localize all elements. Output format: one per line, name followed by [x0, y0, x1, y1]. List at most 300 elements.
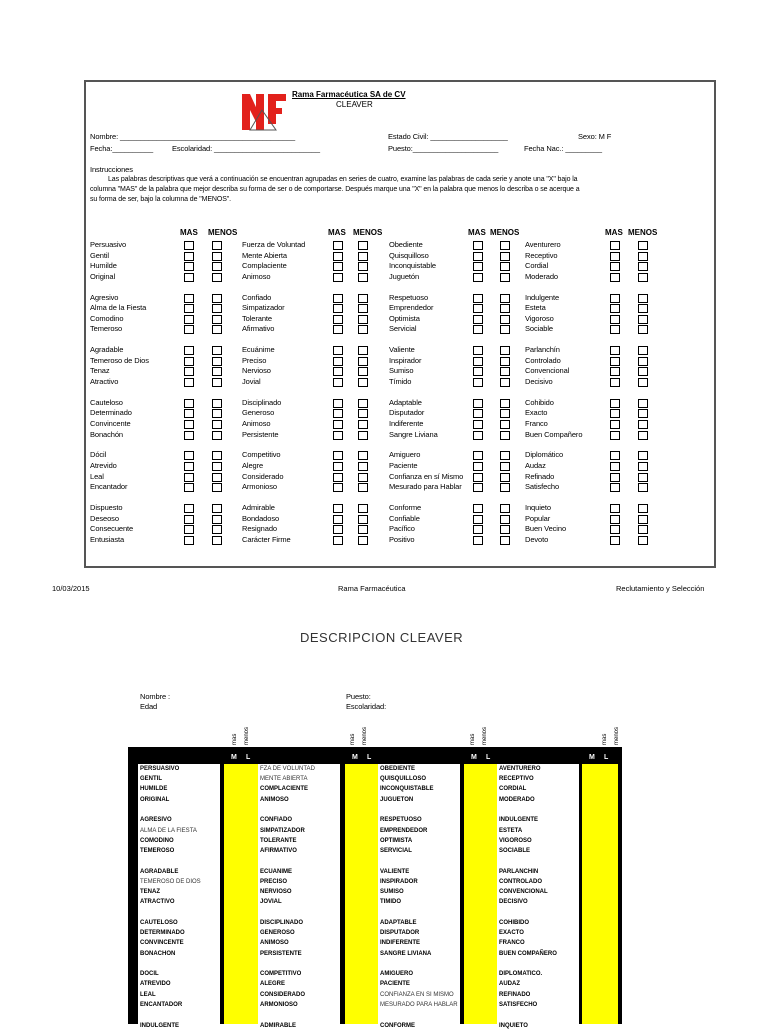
description-word: TIMIDO	[380, 899, 401, 906]
mas-checkbox[interactable]	[473, 273, 483, 282]
word-label: Carácter Firme	[242, 534, 291, 544]
menos-checkbox[interactable]	[638, 378, 648, 387]
description-word: SOCIABLE	[499, 847, 531, 854]
menos-checkbox[interactable]	[638, 536, 648, 545]
mas-checkbox[interactable]	[184, 357, 194, 366]
answer-column[interactable]	[345, 764, 381, 1024]
word-label: Indiferente	[389, 419, 424, 428]
menos-checkbox[interactable]	[212, 346, 222, 355]
mas-checkbox[interactable]	[184, 536, 194, 545]
menos-checkbox[interactable]	[212, 367, 222, 376]
description-word: SANGRE LIVIANA	[380, 950, 432, 957]
menos-checkbox[interactable]	[500, 399, 510, 408]
word-label: Adaptable	[389, 397, 422, 407]
company-logo	[242, 92, 286, 132]
mas-column-label: mas	[232, 733, 238, 745]
menos-checkbox[interactable]	[358, 504, 368, 513]
mas-checkbox[interactable]	[610, 409, 620, 418]
description-word: RESPETUOSO	[380, 817, 422, 824]
instructions-line-3: su forma de ser, bajo la columna de "MENOS".	[90, 196, 232, 203]
word-label: Obediente	[389, 240, 423, 249]
menos-checkbox[interactable]	[358, 241, 368, 250]
menos-checkbox[interactable]	[212, 399, 222, 408]
description-word: AMIGUERO	[380, 971, 413, 978]
menos-checkbox[interactable]	[212, 504, 222, 513]
menos-checkbox[interactable]	[358, 252, 368, 261]
description-word: ADMIRABLE	[260, 1022, 296, 1029]
menos-checkbox[interactable]	[212, 294, 222, 303]
mas-checkbox[interactable]	[473, 357, 483, 366]
mas-checkbox[interactable]	[473, 420, 483, 429]
mas-checkbox[interactable]	[473, 325, 483, 334]
description-word: CONTROLADO	[499, 878, 542, 885]
mas-checkbox[interactable]	[184, 346, 194, 355]
mas-checkbox[interactable]	[610, 273, 620, 282]
mas-checkbox[interactable]	[333, 399, 343, 408]
menos-checkbox[interactable]	[212, 241, 222, 250]
mas-checkbox[interactable]	[610, 536, 620, 545]
mas-checkbox[interactable]	[333, 420, 343, 429]
mas-checkbox[interactable]	[184, 325, 194, 334]
mas-checkbox[interactable]	[333, 325, 343, 334]
description-word: ARMONIOSO	[260, 1001, 298, 1008]
menos-checkbox[interactable]	[638, 325, 648, 334]
mas-checkbox[interactable]	[184, 304, 194, 313]
mas-checkbox[interactable]	[610, 304, 620, 313]
menos-checkbox[interactable]	[500, 367, 510, 376]
menos-checkbox[interactable]	[358, 420, 368, 429]
mas-checkbox[interactable]	[473, 399, 483, 408]
mas-checkbox[interactable]	[473, 504, 483, 513]
mas-checkbox[interactable]	[333, 483, 343, 492]
description-word: FZA DE VOLUNTAD	[260, 766, 315, 772]
menos-header: MENOS	[353, 228, 383, 237]
description-word: TOLERANTE	[260, 837, 297, 844]
description-word: EMPRENDEDOR	[380, 827, 428, 834]
menos-checkbox[interactable]	[500, 325, 510, 334]
menos-checkbox[interactable]	[358, 346, 368, 355]
mas-checkbox[interactable]	[184, 315, 194, 324]
mas-checkbox[interactable]	[610, 357, 620, 366]
word-label: Armonioso	[242, 482, 277, 492]
menos-checkbox[interactable]	[358, 367, 368, 376]
mas-checkbox[interactable]	[473, 536, 483, 545]
menos-checkbox[interactable]	[358, 536, 368, 545]
estado-civil-field[interactable]: Estado Civil: ___________________	[388, 132, 508, 141]
menos-checkbox[interactable]	[358, 399, 368, 408]
mas-checkbox[interactable]	[184, 420, 194, 429]
mas-checkbox[interactable]	[473, 315, 483, 324]
menos-checkbox[interactable]	[500, 504, 510, 513]
mas-checkbox[interactable]	[610, 241, 620, 250]
mas-checkbox[interactable]	[473, 451, 483, 460]
mas-checkbox[interactable]	[333, 357, 343, 366]
menos-checkbox[interactable]	[358, 462, 368, 471]
mas-checkbox[interactable]	[333, 346, 343, 355]
mas-checkbox[interactable]	[184, 409, 194, 418]
description-word: CONVINCENTE	[140, 940, 184, 947]
menos-checkbox[interactable]	[638, 420, 648, 429]
menos-checkbox[interactable]	[358, 262, 368, 271]
mas-checkbox[interactable]	[333, 451, 343, 460]
word-label: Confiable	[389, 513, 420, 523]
description-word: HUMILDE	[140, 786, 168, 793]
mas-checkbox[interactable]	[473, 367, 483, 376]
mas-checkbox[interactable]	[184, 241, 194, 250]
mas-checkbox[interactable]	[610, 525, 620, 534]
mas-checkbox[interactable]	[610, 399, 620, 408]
description-word: PARLANCHIN	[499, 868, 539, 875]
menos-checkbox[interactable]	[638, 431, 648, 440]
mas-checkbox[interactable]	[610, 451, 620, 460]
menos-checkbox[interactable]	[638, 504, 648, 513]
menos-checkbox[interactable]	[638, 315, 648, 324]
mas-checkbox[interactable]	[184, 473, 194, 482]
description-word: DETERMINADO	[140, 930, 185, 937]
desc-escolaridad-label: Escolaridad:	[346, 702, 387, 711]
menos-checkbox[interactable]	[500, 378, 510, 387]
description-word: DECISIVO	[499, 899, 528, 906]
menos-checkbox[interactable]	[212, 451, 222, 460]
menos-checkbox[interactable]	[638, 252, 648, 261]
mas-checkbox[interactable]	[610, 346, 620, 355]
descripcion-title: DESCRIPCION CLEAVER	[300, 630, 464, 645]
word-label: Resignado	[242, 524, 277, 534]
mas-checkbox[interactable]	[333, 504, 343, 513]
menos-checkbox[interactable]	[212, 473, 222, 482]
menos-checkbox[interactable]	[212, 304, 222, 313]
mas-checkbox[interactable]	[333, 294, 343, 303]
menos-checkbox[interactable]	[638, 262, 648, 271]
mas-checkbox[interactable]	[184, 515, 194, 524]
menos-checkbox[interactable]	[638, 399, 648, 408]
word-label: Encantador	[90, 482, 128, 492]
menos-checkbox[interactable]	[500, 462, 510, 471]
menos-checkbox[interactable]	[212, 357, 222, 366]
description-word: NERVIOSO	[260, 889, 292, 895]
word-label: Confianza en sí Mismo	[389, 471, 464, 481]
mas-checkbox[interactable]	[333, 473, 343, 482]
word-label: Servicial	[389, 324, 417, 334]
menos-checkbox[interactable]	[500, 346, 510, 355]
nombre-field[interactable]: Nombre: ___________________________________________	[90, 132, 296, 141]
menos-checkbox[interactable]	[212, 525, 222, 534]
menos-checkbox[interactable]	[500, 483, 510, 492]
mas-checkbox[interactable]	[473, 431, 483, 440]
menos-checkbox[interactable]	[358, 525, 368, 534]
word-label: Animoso	[242, 419, 271, 428]
menos-checkbox[interactable]	[358, 315, 368, 324]
word-label: Temeroso de Dios	[90, 355, 149, 365]
menos-checkbox[interactable]	[358, 473, 368, 482]
menos-checkbox[interactable]	[212, 315, 222, 324]
word-label: Competitivo	[242, 450, 281, 460]
menos-checkbox[interactable]	[358, 304, 368, 313]
menos-checkbox[interactable]	[500, 294, 510, 303]
mas-checkbox[interactable]	[473, 515, 483, 524]
word-label: Inconquistable	[389, 261, 436, 271]
description-word: COMODINO	[140, 837, 174, 844]
menos-checkbox[interactable]	[358, 378, 368, 387]
word-label: Juguetón	[389, 271, 420, 281]
word-label: Refinado	[525, 471, 555, 481]
mas-checkbox[interactable]	[184, 273, 194, 282]
mas-checkbox[interactable]	[473, 241, 483, 250]
mas-checkbox[interactable]	[610, 367, 620, 376]
description-word: PACIENTE	[380, 981, 410, 988]
menos-checkbox[interactable]	[358, 325, 368, 334]
mas-checkbox[interactable]	[333, 241, 343, 250]
menos-checkbox[interactable]	[212, 262, 222, 271]
description-word: LEAL	[140, 991, 156, 998]
instructions-line-2: columna "MAS" de la palabra que mejor describa su forma de ser o de comportarse. Después marque una "X" en la palabra que menos lo describa o se acerque a	[90, 186, 580, 193]
mas-checkbox[interactable]	[333, 536, 343, 545]
menos-column-label: menos	[244, 726, 250, 745]
menos-checkbox[interactable]	[358, 409, 368, 418]
word-label: Ecuánime	[242, 345, 275, 355]
mas-checkbox[interactable]	[473, 473, 483, 482]
word-label: Preciso	[242, 355, 267, 365]
mas-checkbox[interactable]	[473, 294, 483, 303]
mas-checkbox[interactable]	[184, 504, 194, 513]
mas-checkbox[interactable]	[184, 262, 194, 271]
menos-checkbox[interactable]	[638, 346, 648, 355]
menos-checkbox[interactable]	[638, 273, 648, 282]
mas-checkbox[interactable]	[610, 252, 620, 261]
menos-checkbox[interactable]	[358, 294, 368, 303]
mas-checkbox[interactable]	[333, 409, 343, 418]
mas-header: MAS	[328, 228, 346, 237]
mas-checkbox[interactable]	[610, 262, 620, 271]
menos-checkbox[interactable]	[212, 431, 222, 440]
mas-checkbox[interactable]	[333, 262, 343, 271]
mas-checkbox[interactable]	[184, 451, 194, 460]
answer-column[interactable]	[224, 764, 260, 1024]
description-word: SIMPATIZADOR	[260, 827, 305, 834]
mas-checkbox[interactable]	[610, 431, 620, 440]
description-word: DOCIL	[140, 971, 159, 978]
description-word: INDIFERENTE	[380, 940, 421, 947]
word-label: Alma de la Fiesta	[90, 303, 147, 313]
mas-checkbox[interactable]	[333, 252, 343, 261]
menos-checkbox[interactable]	[638, 473, 648, 482]
mas-checkbox[interactable]	[473, 462, 483, 471]
word-label: Tolerante	[242, 313, 272, 323]
description-word: ALMA DE LA FIESTA	[140, 827, 197, 834]
mas-checkbox[interactable]	[473, 378, 483, 387]
word-label: Cohibido	[525, 397, 554, 407]
menos-checkbox[interactable]	[500, 357, 510, 366]
escolaridad-field[interactable]: Escolaridad: __________________________	[172, 144, 320, 153]
l-header: L	[604, 754, 609, 761]
menos-checkbox[interactable]	[638, 451, 648, 460]
description-word: TEMEROSO	[140, 847, 175, 854]
menos-checkbox[interactable]	[638, 409, 648, 418]
menos-column-label: menos	[614, 726, 620, 745]
word-label: Franco	[525, 419, 548, 428]
mas-checkbox[interactable]	[610, 473, 620, 482]
menos-header: MENOS	[628, 228, 658, 237]
menos-checkbox[interactable]	[358, 357, 368, 366]
menos-checkbox[interactable]	[638, 462, 648, 471]
mas-checkbox[interactable]	[610, 294, 620, 303]
mas-checkbox[interactable]	[184, 399, 194, 408]
mas-checkbox[interactable]	[333, 462, 343, 471]
menos-checkbox[interactable]	[638, 367, 648, 376]
mas-checkbox[interactable]	[473, 262, 483, 271]
menos-checkbox[interactable]	[500, 252, 510, 261]
menos-checkbox[interactable]	[500, 515, 510, 524]
answer-column[interactable]	[582, 764, 618, 1024]
mas-checkbox[interactable]	[184, 378, 194, 387]
word-label: Exacto	[525, 408, 548, 418]
word-label: Valiente	[389, 345, 415, 355]
word-label: Conforme	[389, 503, 422, 512]
description-word: INSPIRADOR	[380, 878, 418, 885]
description-word: COMPETITIVO	[260, 971, 302, 978]
word-label: Atrevido	[90, 461, 117, 470]
word-label: Disputador	[389, 408, 425, 418]
menos-checkbox[interactable]	[212, 325, 222, 334]
word-label: Admirable	[242, 503, 275, 512]
menos-checkbox[interactable]	[212, 462, 222, 471]
description-word: GENEROSO	[260, 930, 295, 937]
mas-checkbox[interactable]	[610, 515, 620, 524]
footer-company: Rama Farmacéutica	[338, 584, 406, 593]
mas-checkbox[interactable]	[184, 483, 194, 492]
word-label: Inquieto	[525, 503, 551, 512]
mas-checkbox[interactable]	[473, 409, 483, 418]
menos-checkbox[interactable]	[638, 525, 648, 534]
answer-column[interactable]	[464, 764, 500, 1024]
word-label: Decisivo	[525, 377, 553, 386]
mas-checkbox[interactable]	[333, 304, 343, 313]
description-word: CONSIDERADO	[260, 991, 306, 998]
mas-checkbox[interactable]	[333, 378, 343, 387]
menos-checkbox[interactable]	[500, 473, 510, 482]
mas-checkbox[interactable]	[473, 483, 483, 492]
description-word: ENCANTADOR	[140, 1001, 183, 1008]
description-word: COMPLACIENTE	[260, 786, 308, 793]
mas-checkbox[interactable]	[333, 273, 343, 282]
description-word: CONFIANZA EN SI MISMO	[380, 991, 454, 998]
menos-checkbox[interactable]	[638, 294, 648, 303]
menos-checkbox[interactable]	[212, 420, 222, 429]
menos-checkbox[interactable]	[358, 451, 368, 460]
description-word: COHIBIDO	[499, 919, 529, 926]
description-word: OPTIMISTA	[380, 837, 413, 844]
mas-checkbox[interactable]	[610, 483, 620, 492]
mas-checkbox[interactable]	[610, 504, 620, 513]
word-label: Diplomático	[525, 450, 564, 460]
mas-checkbox[interactable]	[184, 525, 194, 534]
mas-checkbox[interactable]	[473, 346, 483, 355]
mas-checkbox[interactable]	[610, 315, 620, 324]
menos-checkbox[interactable]	[212, 515, 222, 524]
word-label: Persuasivo	[90, 240, 127, 249]
description-word: VIGOROSO	[499, 837, 532, 844]
menos-checkbox[interactable]	[358, 273, 368, 282]
menos-checkbox[interactable]	[358, 515, 368, 524]
mas-checkbox[interactable]	[333, 525, 343, 534]
word-label: Generoso	[242, 408, 275, 418]
mas-checkbox[interactable]	[184, 367, 194, 376]
word-label: Positivo	[389, 534, 415, 544]
mas-checkbox[interactable]	[473, 252, 483, 261]
menos-checkbox[interactable]	[638, 304, 648, 313]
mas-checkbox[interactable]	[333, 431, 343, 440]
menos-checkbox[interactable]	[212, 378, 222, 387]
menos-checkbox[interactable]	[500, 409, 510, 418]
description-word: ATRACTIVO	[140, 899, 175, 906]
mas-checkbox[interactable]	[333, 515, 343, 524]
desc-nombre-label: Nombre :	[140, 692, 171, 701]
mas-checkbox[interactable]	[184, 462, 194, 471]
word-label: Audaz	[525, 461, 546, 470]
mas-checkbox[interactable]	[610, 325, 620, 334]
description-word: CAUTELOSO	[140, 919, 178, 926]
mas-checkbox[interactable]	[184, 294, 194, 303]
menos-checkbox[interactable]	[638, 483, 648, 492]
fecha-field[interactable]: Fecha:__________	[90, 144, 154, 153]
menos-checkbox[interactable]	[212, 273, 222, 282]
mas-checkbox[interactable]	[184, 252, 194, 261]
menos-checkbox[interactable]	[358, 431, 368, 440]
mas-checkbox[interactable]	[473, 304, 483, 313]
description-word: ATREVIDO	[140, 981, 171, 988]
menos-checkbox[interactable]	[500, 315, 510, 324]
mas-checkbox[interactable]	[610, 420, 620, 429]
mas-header: MAS	[605, 228, 623, 237]
menos-checkbox[interactable]	[500, 304, 510, 313]
mas-checkbox[interactable]	[333, 315, 343, 324]
sexo-field[interactable]: Sexo: M F	[578, 132, 612, 141]
menos-checkbox[interactable]	[212, 483, 222, 492]
mas-checkbox[interactable]	[473, 525, 483, 534]
fecha-nac-field[interactable]: Fecha Nac.: _________	[524, 144, 602, 153]
menos-checkbox[interactable]	[638, 515, 648, 524]
mas-checkbox[interactable]	[610, 462, 620, 471]
description-word: SERVICIAL	[380, 847, 412, 854]
menos-checkbox[interactable]	[500, 241, 510, 250]
menos-checkbox[interactable]	[500, 262, 510, 271]
description-word: BONACHON	[140, 950, 176, 957]
mas-checkbox[interactable]	[610, 378, 620, 387]
description-word: TEMEROSO DE DIOS	[140, 878, 201, 885]
menos-checkbox[interactable]	[500, 273, 510, 282]
menos-checkbox[interactable]	[500, 420, 510, 429]
menos-checkbox[interactable]	[500, 431, 510, 440]
menos-checkbox[interactable]	[500, 525, 510, 534]
mas-checkbox[interactable]	[333, 367, 343, 376]
menos-checkbox[interactable]	[500, 451, 510, 460]
menos-checkbox[interactable]	[358, 483, 368, 492]
instructions-title: Instrucciones	[90, 165, 133, 174]
menos-checkbox[interactable]	[638, 357, 648, 366]
puesto-field[interactable]: Puesto:_____________________	[388, 144, 499, 153]
menos-checkbox[interactable]	[212, 252, 222, 261]
description-word: TENAZ	[140, 889, 160, 895]
menos-checkbox[interactable]	[212, 409, 222, 418]
mas-column-label: mas	[350, 733, 356, 745]
menos-checkbox[interactable]	[638, 241, 648, 250]
description-word: MENTE ABIERTA	[260, 776, 308, 783]
word-label: Tímido	[389, 377, 412, 386]
menos-checkbox[interactable]	[212, 536, 222, 545]
word-label: Receptivo	[525, 250, 558, 260]
menos-checkbox[interactable]	[500, 536, 510, 545]
mas-checkbox[interactable]	[184, 431, 194, 440]
